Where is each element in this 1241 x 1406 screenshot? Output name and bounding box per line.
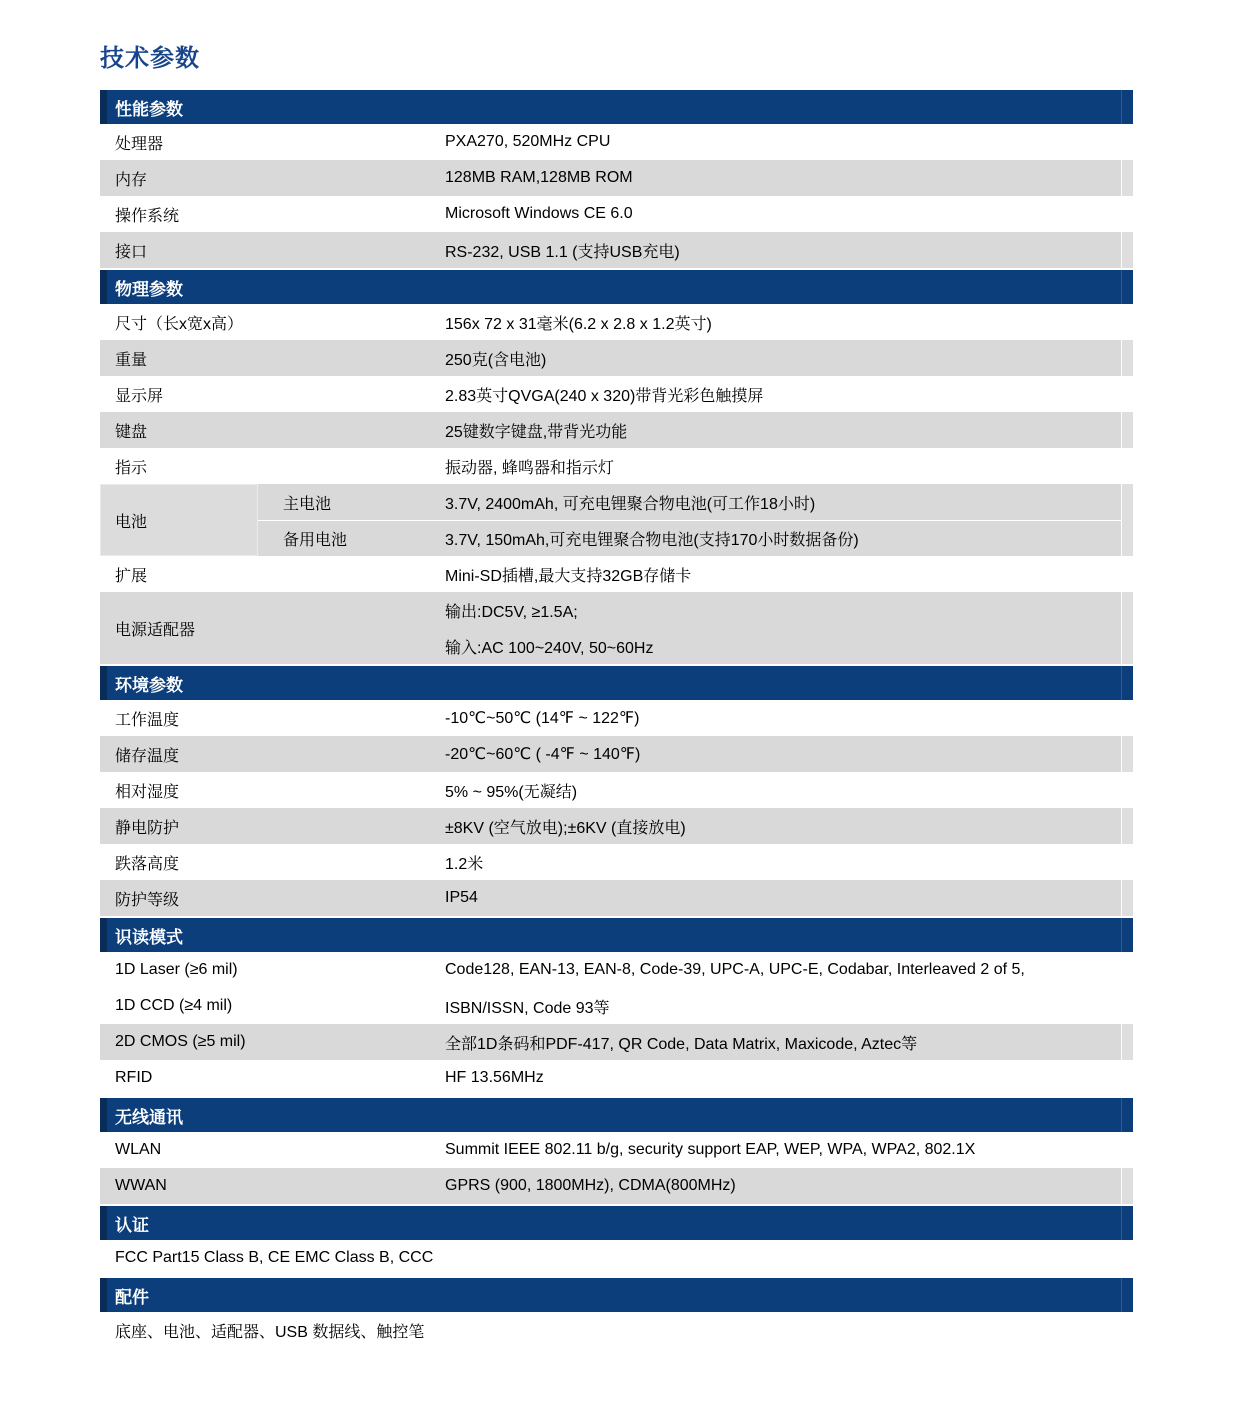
param-value: 振动器, 蜂鸣器和指示灯 xyxy=(445,459,614,477)
table-row xyxy=(100,952,1133,1024)
param-label: RFID xyxy=(115,1069,153,1086)
param-value: RS-232, USB 1.1 (支持USB充电) xyxy=(445,243,680,261)
param-label: 指示 xyxy=(115,459,148,477)
param-value: ±8KV (空气放电);±6KV (直接放电) xyxy=(445,819,686,837)
battery-sublabel: 备用电池 xyxy=(283,532,348,549)
battery-subvalue: 3.7V, 150mAh,可充电锂聚合物电池(支持170小时数据备份) xyxy=(445,532,859,549)
param-value: 全部1D条码和PDF-417, QR Code, Data Matrix, Maxicode, Aztec等 xyxy=(445,1035,918,1053)
section-title: 物理参数 xyxy=(115,279,183,299)
param-label: 电源适配器 xyxy=(115,621,196,639)
param-label: WWAN xyxy=(115,1177,167,1194)
table-row xyxy=(100,484,1133,556)
param-label: 处理器 xyxy=(115,135,164,153)
param-label: 显示屏 xyxy=(115,387,164,405)
param-label: 1D Laser (≥6 mil) xyxy=(115,961,238,978)
full-row-text: 底座、电池、适配器、USB 数据线、触控笔 xyxy=(115,1323,425,1341)
table-row xyxy=(100,772,1133,808)
table-row xyxy=(100,1240,1133,1276)
param-label: 扩展 xyxy=(115,567,148,585)
table-row xyxy=(100,304,1133,340)
table-row xyxy=(100,1168,1133,1204)
param-value: 156x 72 x 31毫米(6.2 x 2.8 x 1.2英寸) xyxy=(445,315,712,333)
table-row xyxy=(100,556,1133,592)
param-label: 重量 xyxy=(115,351,148,369)
param-label: 键盘 xyxy=(115,423,148,441)
param-label: 跌落高度 xyxy=(115,855,180,873)
section-title: 环境参数 xyxy=(115,675,183,695)
section-title: 配件 xyxy=(115,1287,149,1307)
param-value: IP54 xyxy=(445,889,478,906)
param-value: 5% ~ 95%(无凝结) xyxy=(445,783,578,801)
param-value: Summit IEEE 802.11 b/g, security support EAP, WEP, WPA, WPA2, 802.1X xyxy=(445,1141,976,1158)
param-value: 128MB RAM,128MB ROM xyxy=(445,169,633,186)
table-row xyxy=(100,736,1133,772)
param-label: 内存 xyxy=(115,171,148,189)
value-line: 输出:DC5V, ≥1.5A; xyxy=(445,603,578,621)
table-row xyxy=(100,376,1133,412)
battery-subvalue: 3.7V, 2400mAh, 可充电锂聚合物电池(可工作18小时) xyxy=(445,495,816,513)
param-value: 1.2米 xyxy=(445,855,484,873)
table-row xyxy=(100,1024,1133,1060)
param-label: 相对湿度 xyxy=(115,783,180,801)
param-label: 接口 xyxy=(115,243,148,261)
table-row xyxy=(100,1132,1133,1168)
param-label: 防护等级 xyxy=(115,891,180,909)
param-value: -10℃~50℃ (14℉ ~ 122℉) xyxy=(445,710,640,727)
pair-line xyxy=(100,952,1133,988)
param-label: WLAN xyxy=(115,1141,162,1158)
battery-subrows xyxy=(258,484,1133,556)
table-row xyxy=(100,1312,1133,1348)
param-value xyxy=(445,592,1133,664)
param-value: HF 13.56MHz xyxy=(445,1069,544,1086)
section-title: 性能参数 xyxy=(115,99,183,119)
table-row xyxy=(100,808,1133,844)
table-row xyxy=(100,448,1133,484)
full-row-text: FCC Part15 Class B, CE EMC Class B, CCC xyxy=(115,1249,434,1266)
param-label: 静电防护 xyxy=(115,819,180,837)
table-row xyxy=(100,700,1133,736)
section-header xyxy=(100,270,1133,304)
param-value: GPRS (900, 1800MHz), CDMA(800MHz) xyxy=(445,1177,736,1194)
param-value: Code128, EAN-13, EAN-8, Code-39, UPC-A, UPC-E, Codabar, Interleaved 2 of 5, xyxy=(445,961,1025,978)
param-value: 2.83英寸QVGA(240 x 320)带背光彩色触摸屏 xyxy=(445,387,764,405)
table-row xyxy=(100,124,1133,160)
table-row xyxy=(100,340,1133,376)
section-header xyxy=(100,1206,1133,1240)
param-value: Microsoft Windows CE 6.0 xyxy=(445,205,633,222)
table-row xyxy=(100,592,1133,664)
section-header xyxy=(100,1278,1133,1312)
param-label: 尺寸（长x宽x高） xyxy=(115,315,244,333)
table-row xyxy=(100,880,1133,916)
param-value: ISBN/ISSN, Code 93等 xyxy=(445,999,610,1017)
section-header xyxy=(100,918,1133,952)
section-title: 认证 xyxy=(115,1215,149,1235)
param-label: 2D CMOS (≥5 mil) xyxy=(115,1033,246,1050)
table-row xyxy=(100,196,1133,232)
param-label: 1D CCD (≥4 mil) xyxy=(115,997,233,1014)
spec-table xyxy=(100,88,1133,1348)
param-value: 25键数字键盘,带背光功能 xyxy=(445,423,628,441)
battery-subrow xyxy=(258,484,1133,520)
param-label: 操作系统 xyxy=(115,207,180,225)
section-header xyxy=(100,90,1133,124)
battery-sublabel: 主电池 xyxy=(283,495,332,513)
param-value: Mini-SD插槽,最大支持32GB存储卡 xyxy=(445,567,692,585)
section-title: 识读模式 xyxy=(115,927,183,947)
value-line: 输入:AC 100~240V, 50~60Hz xyxy=(445,639,654,657)
table-row xyxy=(100,412,1133,448)
param-label: 工作温度 xyxy=(115,711,180,729)
section-title: 无线通讯 xyxy=(115,1107,183,1127)
table-row xyxy=(100,232,1133,268)
param-value: 250克(含电池) xyxy=(445,351,547,369)
table-row xyxy=(100,160,1133,196)
battery-group-label: 电池 xyxy=(100,484,258,556)
section-header xyxy=(100,1098,1133,1132)
page-title: 技术参数 xyxy=(100,45,200,72)
section-header xyxy=(100,666,1133,700)
param-label: 储存温度 xyxy=(115,747,180,765)
battery-subrow xyxy=(258,520,1133,556)
param-value: -20℃~60℃ ( -4℉ ~ 140℉) xyxy=(445,746,641,763)
table-row xyxy=(100,1060,1133,1096)
pair-line xyxy=(100,988,1133,1024)
param-value: PXA270, 520MHz CPU xyxy=(445,133,611,150)
table-row xyxy=(100,844,1133,880)
